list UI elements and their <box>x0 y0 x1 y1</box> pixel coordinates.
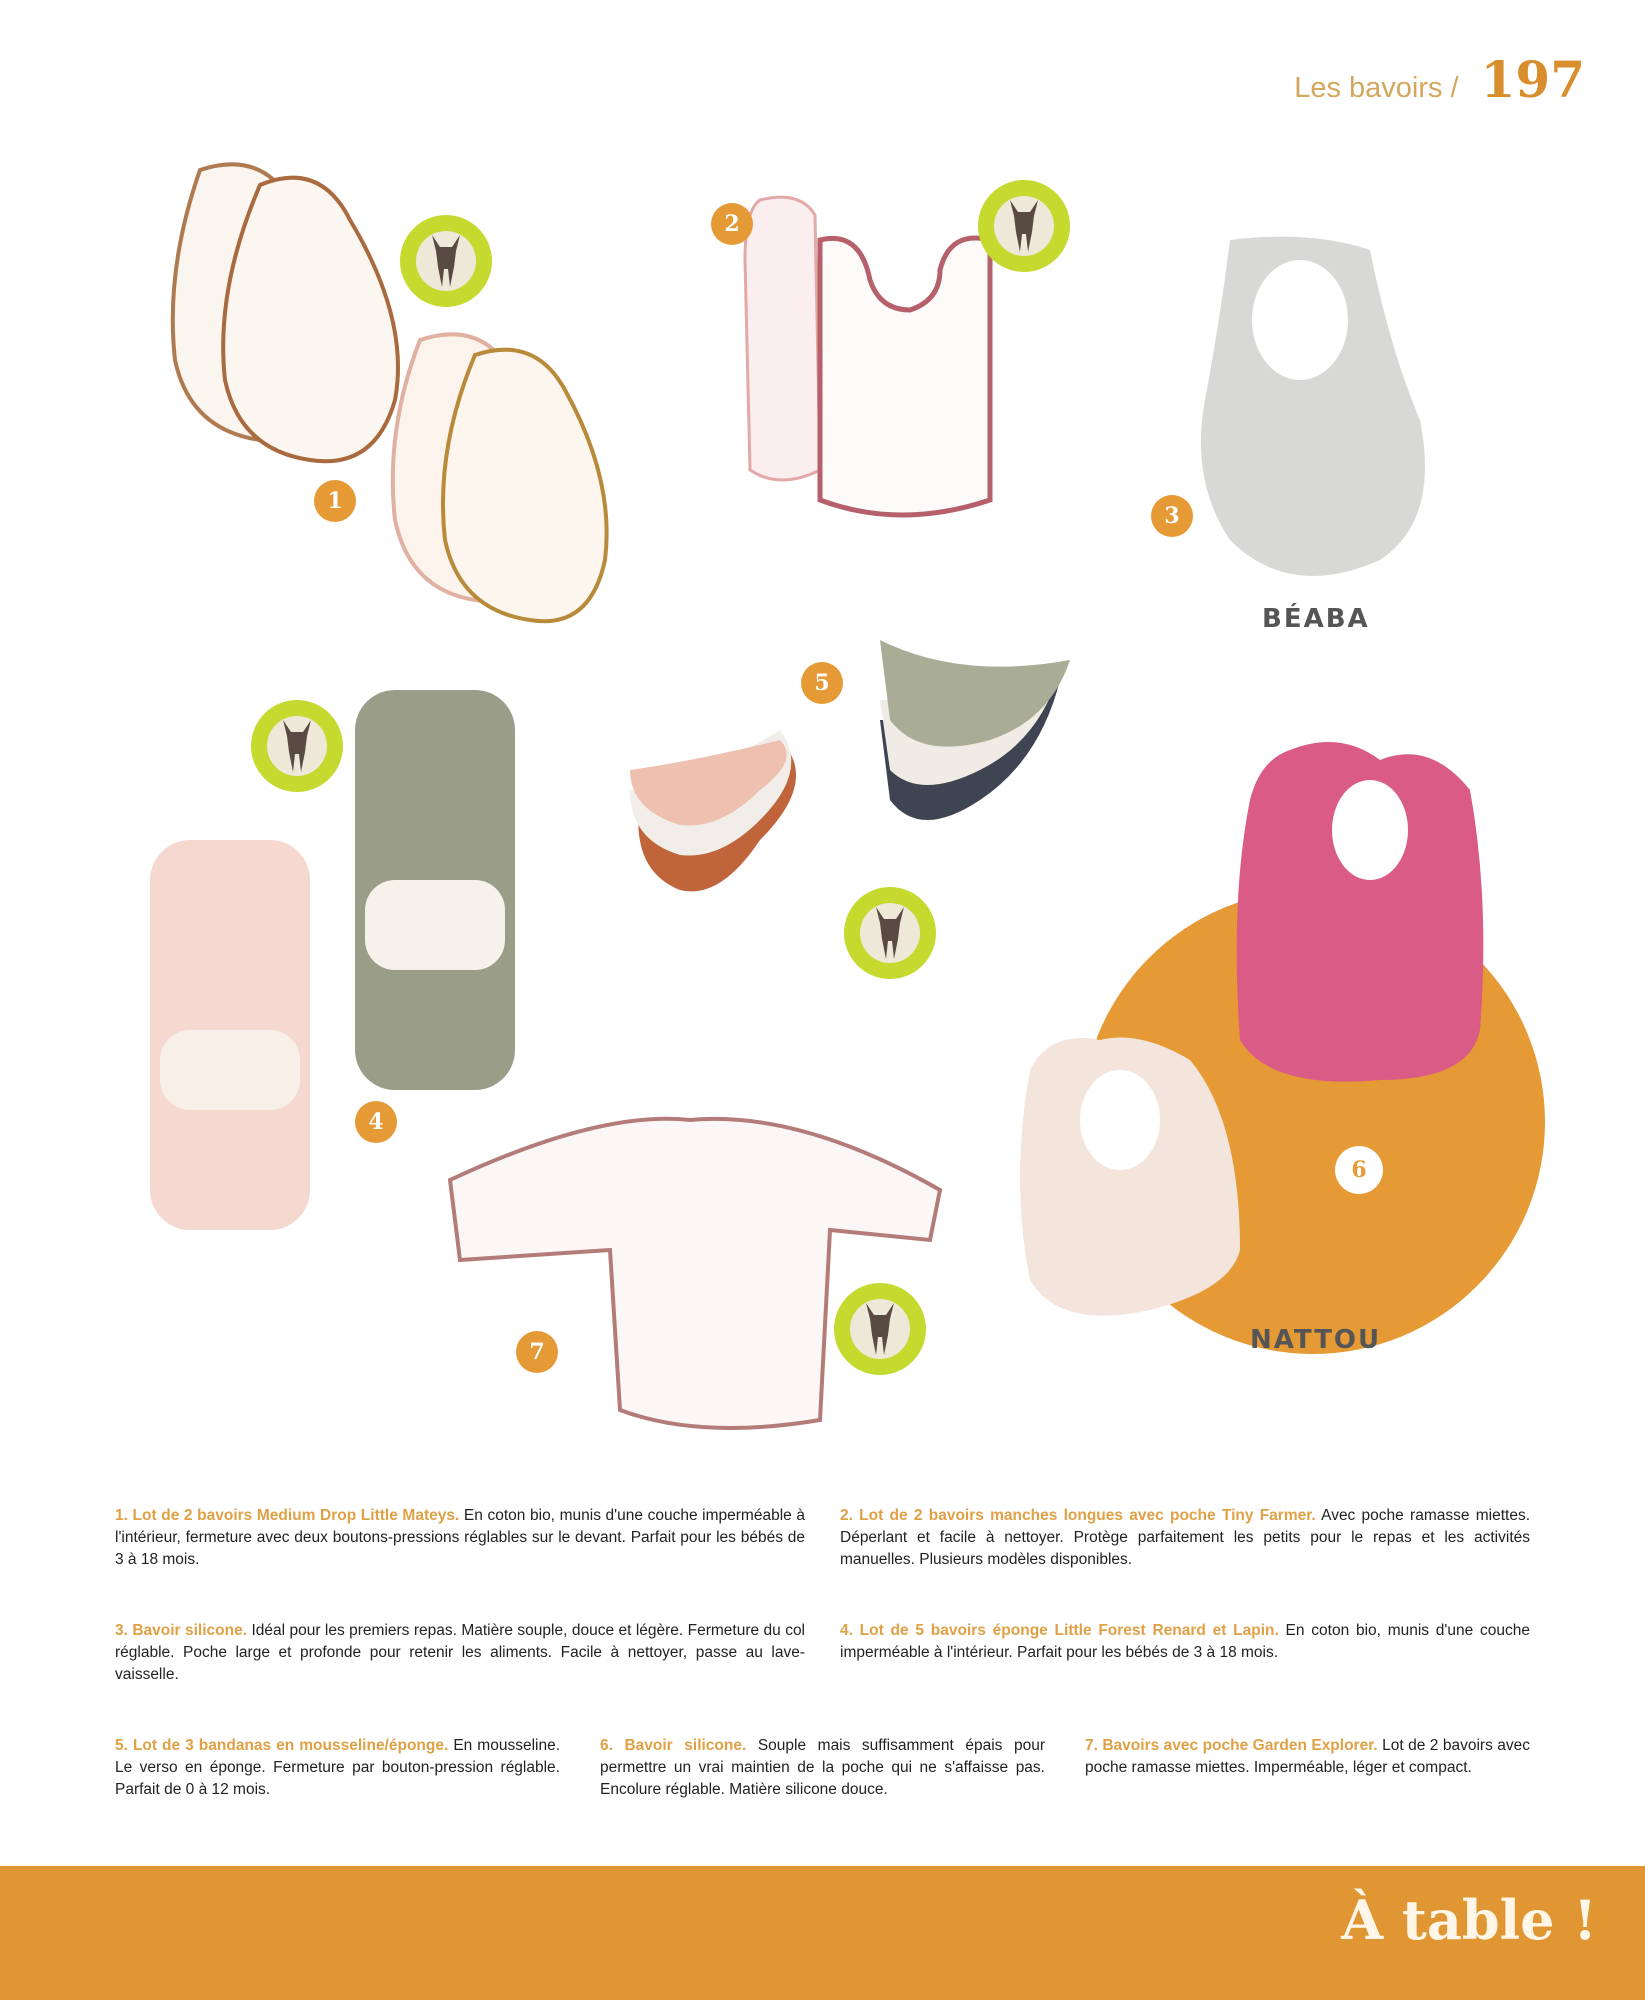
product-description-2 <box>840 1505 1530 1571</box>
product-5-image <box>630 640 1070 891</box>
product-description-5 <box>115 1735 560 1801</box>
product-2-image <box>745 197 990 515</box>
product-number-badge: 3 <box>1151 495 1193 537</box>
footer-band <box>0 1866 1645 2000</box>
product-text: En mousseline. Le verso en éponge. Fermeture par bouton-pression réglable. Parfait de 0 à 12 mois. <box>115 1737 560 1798</box>
product-text: Avec poche ramasse miettes. Déperlant et facile à nettoyer. Protège parfaitement les petits pour le repas et les activités manuelles. Plusieurs modèles disponibles. <box>840 1507 1530 1568</box>
lassig-logo-icon <box>834 1283 926 1375</box>
product-text: Idéal pour les premiers repas. Matière souple, douce et légère. Fermeture du col réglable. Poche large et profonde pour retenir les aliments. Facile à nettoyer, passe au lave-vaisselle. <box>115 1622 806 1683</box>
product-title: 1. Lot de 2 bavoirs Medium Drop Little Mateys. <box>115 1507 460 1524</box>
product-number-badge: 7 <box>516 1331 558 1373</box>
product-7-image <box>450 1119 940 1428</box>
product-description-3 <box>115 1620 805 1686</box>
product-3-image <box>1201 237 1425 576</box>
page-number: 197 <box>1480 50 1585 109</box>
nattou-logo: NATTOU <box>1250 1325 1382 1355</box>
product-number-badge: 6 <box>1335 1146 1383 1194</box>
product-description-6 <box>600 1735 1045 1801</box>
product-number-badge: 2 <box>711 203 753 245</box>
lassig-logo-icon <box>978 180 1070 272</box>
product-description-1 <box>115 1505 805 1571</box>
product-title: 3. Bavoir silicone. <box>115 1622 248 1639</box>
product-title: 4. Lot de 5 bavoirs éponge Little Forest Renard et Lapin. <box>840 1622 1279 1639</box>
product-text: En coton bio, munis d'une couche imperméable à l'intérieur. Parfait pour les bébés de 3 à 18 mois. <box>840 1622 1530 1661</box>
product-title: 6. Bavoir silicone. <box>600 1737 747 1754</box>
product-title: 5. Lot de 3 bandanas en mousseline/éponge. <box>115 1737 449 1754</box>
product-number-badge: 4 <box>355 1101 397 1143</box>
product-text: Souple mais suffisamment épais pour permettre un vrai maintien de la poche qui ne s'affaisse pas. Encolure réglable. Matière silicone douce. <box>600 1737 1045 1798</box>
product-description-7 <box>1085 1735 1530 1779</box>
product-number-badge: 5 <box>801 662 843 704</box>
product-number-badge: 1 <box>314 480 356 522</box>
product-description-4 <box>840 1620 1530 1664</box>
product-title: 7. Bavoirs avec poche Garden Explorer. <box>1085 1737 1378 1754</box>
lassig-logo-icon <box>400 215 492 307</box>
product-title: 2. Lot de 2 bavoirs manches longues avec poche Tiny Farmer. <box>840 1507 1316 1524</box>
lassig-logo-icon <box>844 887 936 979</box>
product-text: En coton bio, munis d'une couche imperméable à l'intérieur, fermeture avec deux boutons-pressions réglables sur le devant. Parfait pour les bébés de 3 à 18 mois. <box>115 1507 805 1568</box>
section-title: Les bavoirs / <box>1294 72 1459 104</box>
product-text: Lot de 2 bavoirs avec poche ramasse miettes. Imperméable, léger et compact. <box>1085 1737 1530 1776</box>
product-1-image <box>173 164 607 621</box>
lassig-logo-icon <box>251 700 343 792</box>
chapter-title: À table ! <box>1341 1888 1597 1952</box>
beaba-logo: BÉABA <box>1262 604 1370 634</box>
